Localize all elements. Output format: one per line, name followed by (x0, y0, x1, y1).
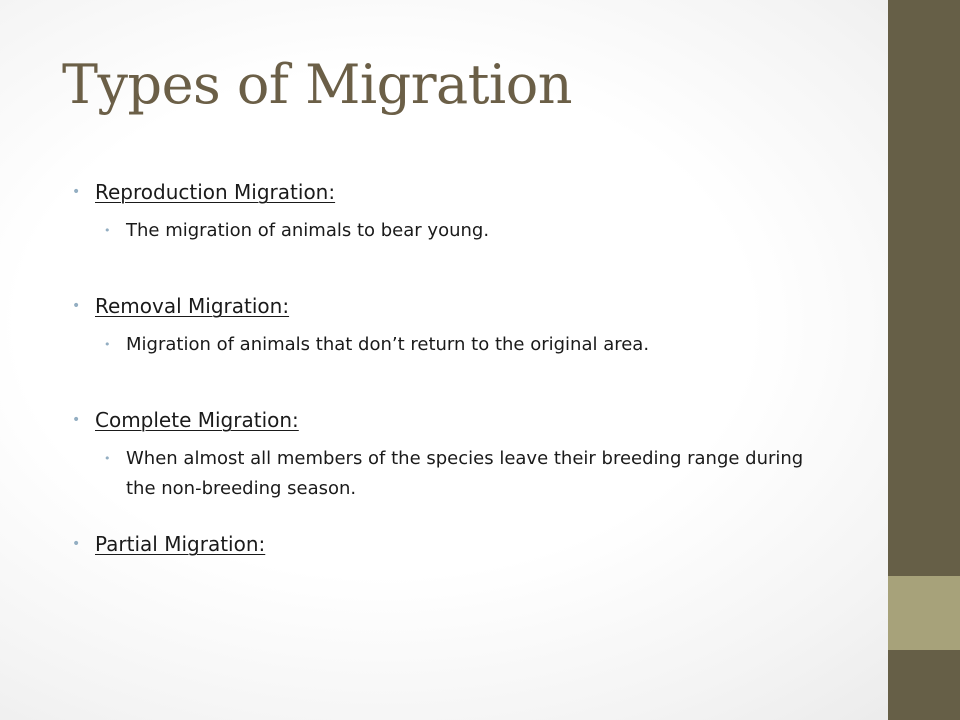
bullet-detail-text: When almost all members of the species leave their breeding range during the non-breeding season. (126, 448, 804, 499)
bullet-dot-icon: • (104, 224, 111, 237)
bullet-detail (72, 444, 812, 504)
bullet-detail-text: The migration of animals to bear young. (126, 220, 490, 241)
bullet-dot-icon: • (72, 184, 81, 200)
sidebar-band-top (888, 0, 960, 576)
bullet-heading (72, 288, 812, 324)
list-item (72, 288, 812, 360)
bullet-detail (72, 330, 812, 360)
bullet-heading (72, 526, 812, 562)
bullet-heading-text: Partial Migration: (95, 532, 266, 556)
bullet-heading-text: Complete Migration: (95, 408, 299, 432)
bullet-list (72, 174, 812, 562)
bullet-dot-icon: • (104, 452, 111, 465)
list-item (72, 174, 812, 246)
sidebar-band-bottom (888, 650, 960, 720)
decorative-sidebar (888, 0, 960, 720)
bullet-detail-text: Migration of animals that don’t return to the original area. (126, 334, 650, 355)
bullet-heading-text: Reproduction Migration: (95, 180, 336, 204)
slide-title: Types of Migration (62, 53, 572, 116)
bullet-heading-text: Removal Migration: (95, 294, 290, 318)
bullet-detail (72, 216, 812, 246)
bullet-dot-icon: • (72, 412, 81, 428)
list-item (72, 526, 812, 562)
bullet-dot-icon: • (104, 338, 111, 351)
bullet-dot-icon: • (72, 298, 81, 314)
bullet-dot-icon: • (72, 536, 81, 552)
bullet-heading (72, 402, 812, 438)
sidebar-band-middle (888, 576, 960, 650)
list-item (72, 402, 812, 504)
bullet-heading (72, 174, 812, 210)
